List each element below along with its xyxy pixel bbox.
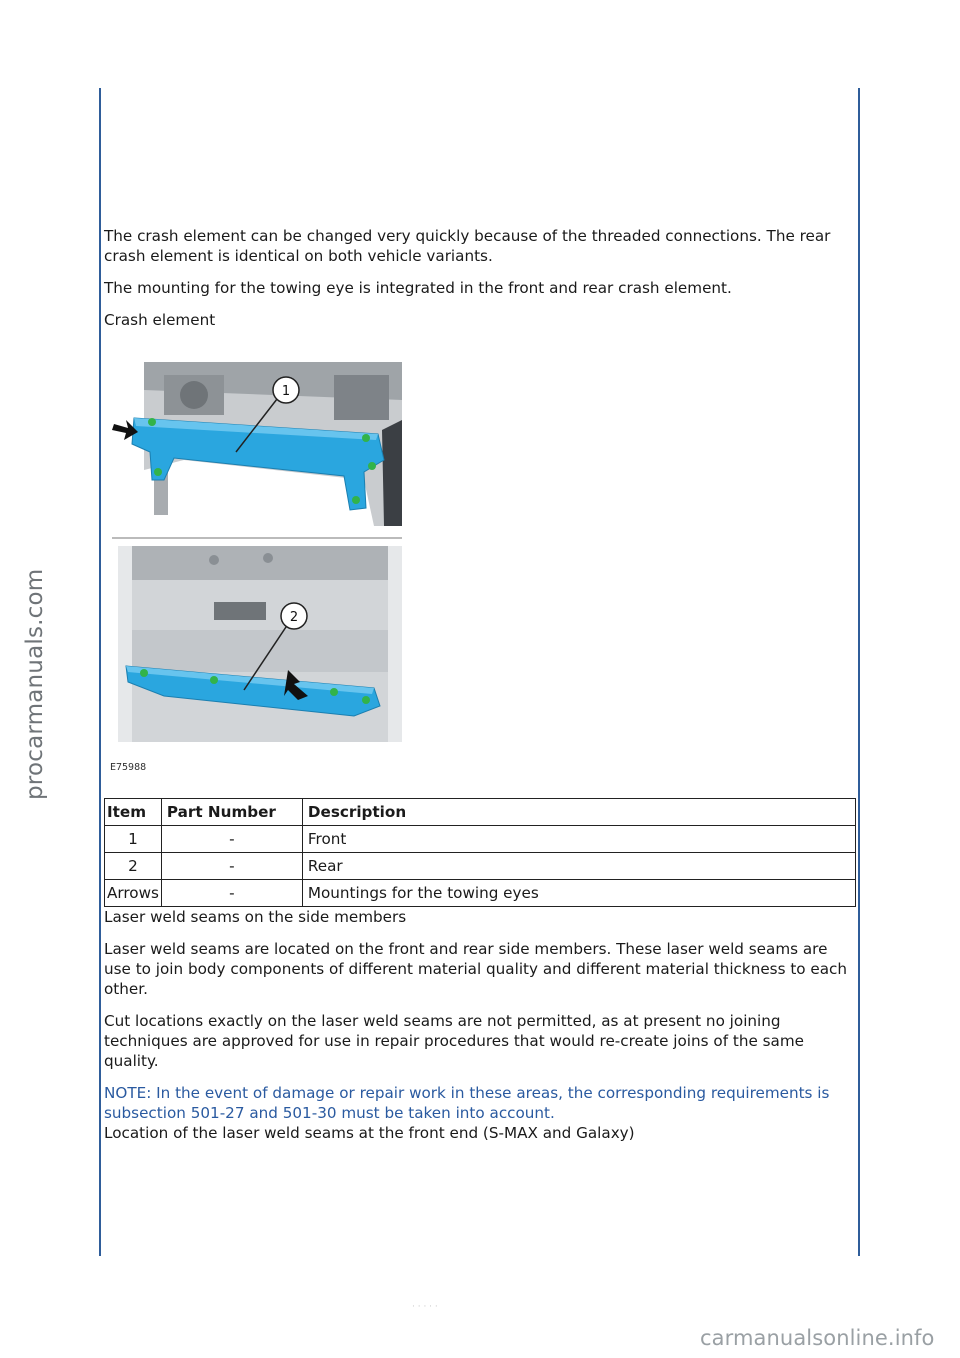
header-item: Item <box>105 799 162 826</box>
intro-paragraph: The crash element can be changed very quickly because of the threaded connections. The rear crash element is identical on both vehicle variants. <box>104 227 831 265</box>
cut-locations-paragraph: Cut locations exactly on the laser weld seams are not permitted, as at present no joining techniques are approved for use in repair procedures that would re-create joins of the same quality. <box>104 1012 804 1070</box>
crash-element-illustration <box>104 340 856 787</box>
left-margin-rule <box>99 88 101 1256</box>
header-part-number: Part Number <box>161 799 302 826</box>
crash-element-figure <box>104 340 856 787</box>
section-heading: Laser weld seams on the side members <box>104 908 407 926</box>
cell-description: Front <box>302 826 855 853</box>
laser-weld-paragraph: Laser weld seams are located on the front and rear side members. These laser weld seams are use to join body components of different material quality and different material thickness to each other. <box>104 940 848 998</box>
table-row <box>105 853 856 880</box>
cell-part-number: - <box>161 853 302 880</box>
table-row <box>105 880 856 907</box>
location-caption: Location of the laser weld seams at the front end (S-MAX and Galaxy) <box>104 1124 635 1142</box>
cell-item: 1 <box>105 826 162 853</box>
figure-code: E75988 <box>110 762 147 773</box>
figure-caption: Crash element <box>104 311 216 329</box>
note-text: NOTE: In the event of damage or repair work in these areas, the corresponding requirements is subsection 501-27 and 501-30 must be taken into account. <box>104 1084 830 1122</box>
page-content <box>104 226 856 1143</box>
header-description: Description <box>302 799 855 826</box>
cell-description: Mountings for the towing eyes <box>302 880 855 907</box>
footer-watermark: carmanualsonline.info <box>700 1326 935 1350</box>
callout-1: 1 <box>281 384 291 399</box>
parts-table <box>104 798 856 907</box>
page-number: · · · · · <box>412 1302 438 1312</box>
callout-2: 2 <box>289 610 299 625</box>
cell-item: 2 <box>105 853 162 880</box>
cell-description: Rear <box>302 853 855 880</box>
rear-crash-element-view <box>118 546 402 742</box>
cell-part-number: - <box>161 880 302 907</box>
table-header-row <box>105 799 856 826</box>
cell-item: Arrows <box>105 880 162 907</box>
towing-eye-paragraph: The mounting for the towing eye is integrated in the front and rear crash element. <box>104 279 732 297</box>
right-margin-rule <box>858 88 860 1256</box>
cell-part-number: - <box>161 826 302 853</box>
front-crash-element-view <box>112 360 402 526</box>
table-row <box>105 826 856 853</box>
